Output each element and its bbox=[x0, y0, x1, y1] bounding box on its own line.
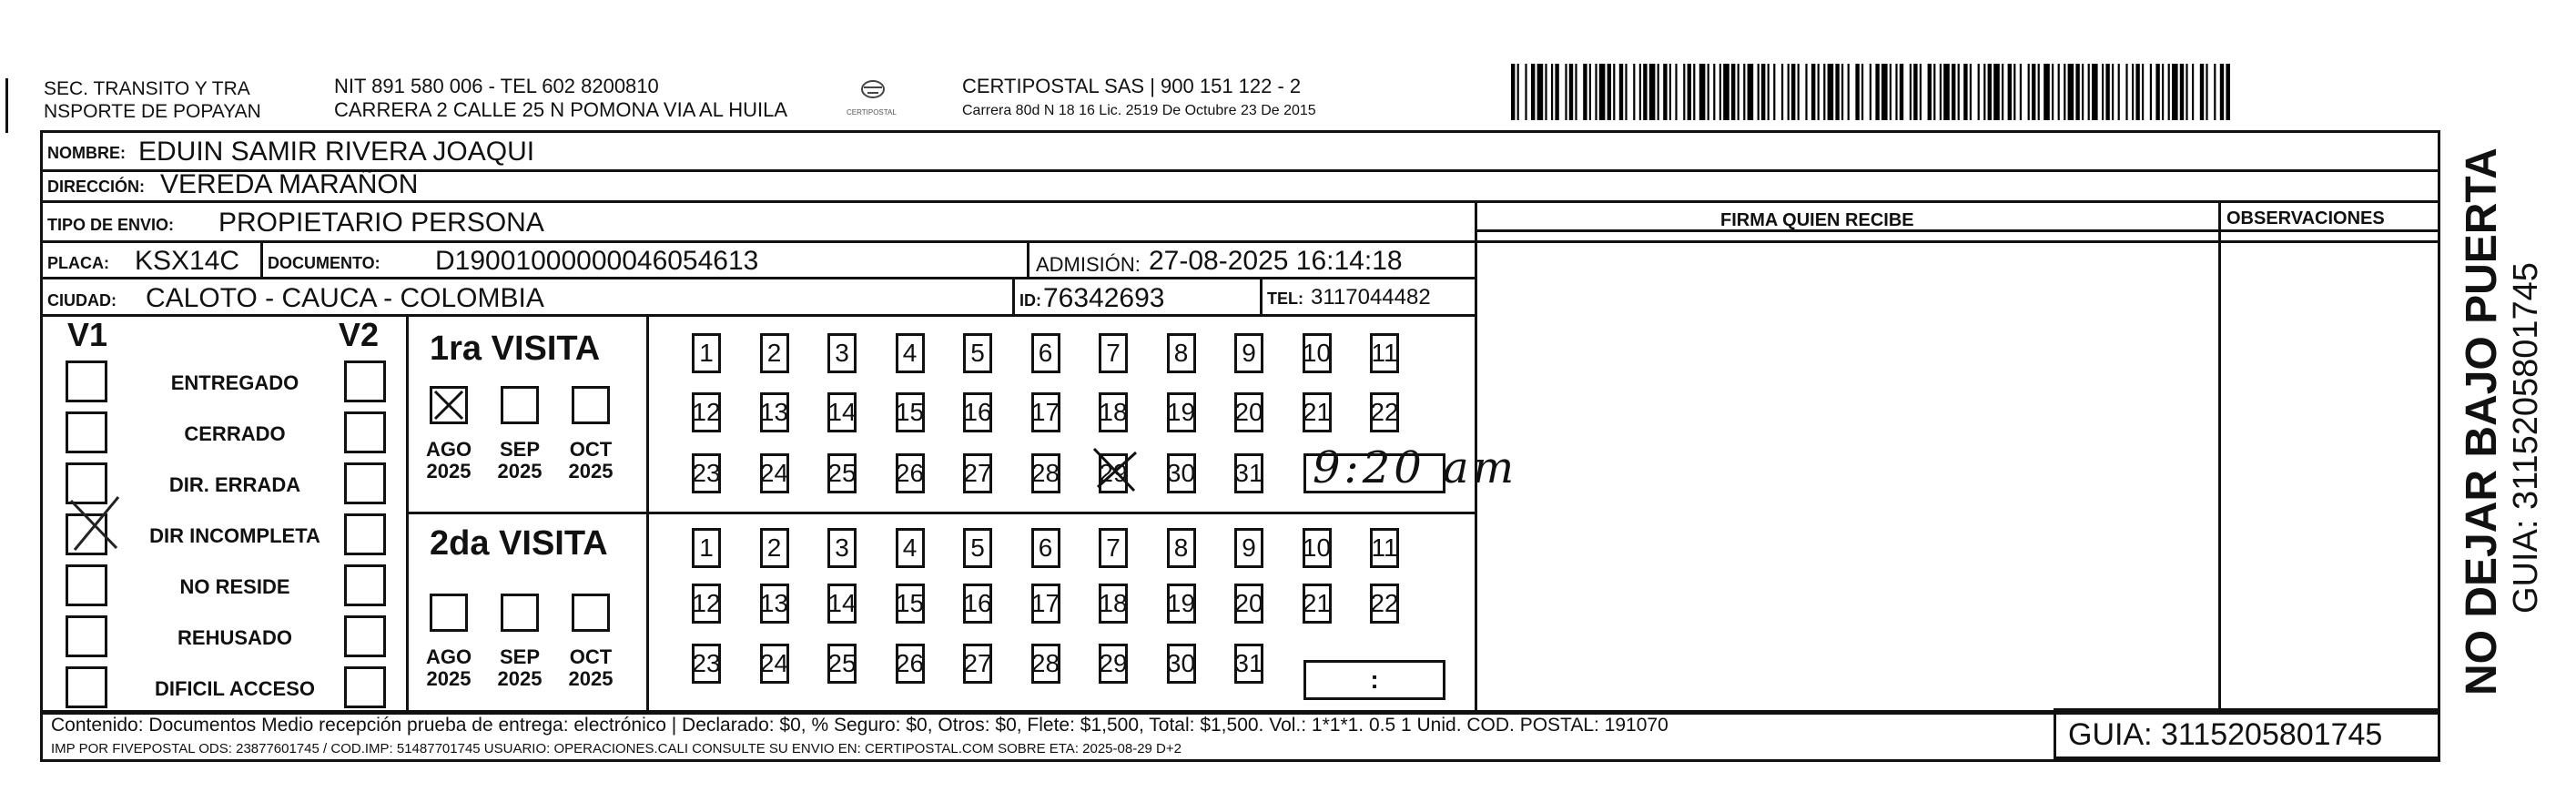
day-box[interactable]: 16 bbox=[963, 584, 992, 624]
barcode-bar bbox=[2150, 64, 2152, 120]
day-box[interactable]: 9 bbox=[1234, 333, 1263, 373]
barcode-bar bbox=[1619, 64, 1623, 120]
barcode-bar bbox=[2028, 64, 2030, 120]
barcode-bar bbox=[2200, 64, 2204, 120]
day-box[interactable]: 6 bbox=[1031, 528, 1060, 568]
barcode-bar bbox=[1805, 64, 1807, 120]
day-box[interactable]: 23 bbox=[692, 644, 721, 684]
direccion-label: DIRECCIÓN: bbox=[47, 178, 145, 196]
day-box[interactable]: 24 bbox=[760, 644, 789, 684]
tipo-label: TIPO DE ENVIO: bbox=[47, 216, 175, 234]
barcode-bar bbox=[1928, 64, 1932, 120]
day-box[interactable]: 5 bbox=[963, 333, 992, 373]
day-box[interactable]: 21 bbox=[1303, 392, 1332, 432]
documento-label: DOCUMENTO: bbox=[268, 254, 380, 272]
barcode-bar bbox=[1517, 64, 1519, 120]
month-checkbox[interactable] bbox=[430, 386, 468, 424]
v1-checkbox[interactable] bbox=[66, 411, 107, 453]
barcode-bar bbox=[1613, 64, 1615, 120]
day-box[interactable]: 20 bbox=[1234, 392, 1263, 432]
row-divider bbox=[406, 512, 1475, 514]
barcode-bar bbox=[2206, 64, 2207, 120]
imp-line: IMP POR FIVEPOSTAL ODS: 23877601745 / COD.IMP: 51487701745 USUARIO: OPERACIONES.CALI CONSULTE SU ENVIO EN: CERTIPOSTAL.COM SOBRE ETA: 2025-08-29 D+2 bbox=[51, 741, 1182, 756]
barcode-bar bbox=[1861, 64, 1863, 120]
month-label bbox=[488, 439, 552, 482]
barcode-bar bbox=[2064, 64, 2065, 120]
barcode-bar bbox=[2102, 64, 2104, 120]
v2-checkbox[interactable] bbox=[344, 513, 386, 555]
barcode-bar bbox=[1875, 64, 1879, 120]
barcode-bar bbox=[2168, 64, 2170, 120]
day-box[interactable]: 3 bbox=[827, 528, 857, 568]
barcode-bar bbox=[2214, 64, 2216, 120]
barcode-bar bbox=[1952, 64, 1955, 120]
barcode-bar bbox=[1575, 64, 1577, 120]
month-name: SEP bbox=[499, 645, 541, 668]
barcode-bar bbox=[2038, 64, 2040, 120]
barcode-bar bbox=[1537, 64, 1544, 120]
row-divider bbox=[40, 314, 1475, 317]
second-visit-label: 2da VISITA bbox=[430, 524, 608, 563]
day-box[interactable]: 1 bbox=[692, 528, 721, 568]
v2-checkbox[interactable] bbox=[344, 411, 386, 453]
barcode-bar bbox=[1693, 64, 1695, 120]
month-name: AGO bbox=[425, 438, 472, 461]
barcode-bar bbox=[1675, 64, 1677, 120]
day-box[interactable]: 31 bbox=[1234, 453, 1263, 493]
guia-footer: GUIA: 3115205801745 bbox=[2068, 717, 2383, 752]
barcode-bar bbox=[1900, 64, 1903, 120]
barcode-bar bbox=[1970, 64, 1972, 120]
day-box[interactable]: 29 bbox=[1099, 453, 1128, 493]
certipostal-logo bbox=[845, 73, 901, 120]
month-year: 2025 bbox=[426, 460, 472, 483]
barcode-bar bbox=[1978, 64, 1980, 120]
barcode-bar bbox=[1788, 64, 1790, 120]
barcode-bar bbox=[1781, 64, 1783, 120]
day-box[interactable]: 19 bbox=[1167, 584, 1196, 624]
day-box[interactable]: 13 bbox=[760, 584, 789, 624]
barcode-bar bbox=[1798, 64, 1800, 120]
placa-label: PLACA: bbox=[47, 254, 109, 272]
logo-text: CERTIPOSTAL bbox=[847, 108, 897, 117]
month-checkbox[interactable] bbox=[501, 594, 539, 632]
month-checkbox[interactable] bbox=[430, 594, 468, 632]
barcode-bar bbox=[2220, 64, 2224, 120]
v2-checkbox[interactable] bbox=[344, 360, 386, 402]
day-box[interactable]: 21 bbox=[1303, 584, 1332, 624]
day-box[interactable]: 30 bbox=[1167, 644, 1196, 684]
barcode-bar bbox=[1920, 64, 1922, 120]
barcode-bar bbox=[2052, 64, 2054, 120]
barcode-bar bbox=[2192, 64, 2194, 120]
direccion-value: VEREDA MARAÑON bbox=[160, 169, 419, 199]
barcode-bar bbox=[2135, 64, 2139, 120]
barcode-bar bbox=[1658, 64, 1659, 120]
day-box[interactable]: 11 bbox=[1370, 528, 1399, 568]
barcode-bar bbox=[1525, 64, 1526, 120]
barcode-bar bbox=[2002, 64, 2003, 120]
barcode-bar bbox=[1823, 64, 1825, 120]
barcode-bar bbox=[1791, 64, 1795, 120]
barcode-bar bbox=[2044, 64, 2050, 120]
barcode-bar bbox=[1731, 64, 1735, 120]
day-box[interactable]: 17 bbox=[1031, 584, 1060, 624]
day-box[interactable]: 25 bbox=[827, 644, 857, 684]
barcode-bar bbox=[1895, 64, 1897, 120]
day-box[interactable]: 2 bbox=[760, 528, 789, 568]
month-checkbox[interactable] bbox=[572, 386, 610, 424]
day-box[interactable]: 7 bbox=[1099, 333, 1128, 373]
barcode-bar bbox=[2132, 64, 2134, 120]
barcode-bar bbox=[2186, 64, 2187, 120]
day-box[interactable]: 4 bbox=[896, 333, 925, 373]
handwritten-time: 9:20 am bbox=[1313, 442, 1518, 493]
day-box[interactable]: 27 bbox=[963, 453, 992, 493]
day-box[interactable]: 9 bbox=[1234, 528, 1263, 568]
barcode-bar bbox=[1663, 64, 1667, 120]
barcode-bar bbox=[1943, 64, 1950, 120]
barcode-bar bbox=[1848, 64, 1850, 120]
barcode-bar bbox=[1551, 64, 1553, 120]
barcode-bar bbox=[1599, 64, 1606, 120]
barcode-bar bbox=[1828, 64, 1834, 120]
day-box[interactable]: 22 bbox=[1370, 392, 1399, 432]
tel-value: 3117044482 bbox=[1311, 285, 1431, 310]
barcode-bar bbox=[1958, 64, 1960, 120]
day-box[interactable]: 17 bbox=[1031, 392, 1060, 432]
barcode-bar bbox=[1669, 64, 1671, 120]
day-box[interactable]: 4 bbox=[896, 528, 925, 568]
barcode-bar bbox=[2075, 64, 2079, 120]
barcode-bar bbox=[1811, 64, 1815, 120]
barcode-bar bbox=[1595, 64, 1597, 120]
month-year: 2025 bbox=[497, 460, 543, 483]
month-name: SEP bbox=[499, 438, 541, 461]
day-box[interactable]: 13 bbox=[760, 392, 789, 432]
day-box[interactable]: 22 bbox=[1370, 584, 1399, 624]
barcode-bar bbox=[1713, 64, 1715, 120]
barcode-bar bbox=[1855, 64, 1859, 120]
barcode-bar bbox=[2142, 64, 2144, 120]
day-box[interactable]: 28 bbox=[1031, 644, 1060, 684]
barcode-bar bbox=[1881, 64, 1888, 120]
col-divider bbox=[2218, 200, 2221, 712]
barcode-bar bbox=[2155, 64, 2159, 120]
certipostal-line-2: Carrera 80d N 18 16 Lic. 2519 De Octubre 23 De 2015 bbox=[962, 103, 1316, 118]
day-box[interactable]: 3 bbox=[827, 333, 857, 373]
nombre-label: NOMBRE: bbox=[47, 144, 126, 162]
barcode-bar bbox=[1688, 64, 1691, 120]
day-box[interactable]: 20 bbox=[1234, 584, 1263, 624]
barcode-bar bbox=[2125, 64, 2127, 120]
day-box[interactable]: 8 bbox=[1167, 333, 1196, 373]
barcode-bar bbox=[1708, 64, 1709, 120]
v1-checkbox[interactable] bbox=[66, 360, 107, 402]
documento-value: D19001000000046054613 bbox=[435, 246, 759, 276]
barcode-bar bbox=[2162, 64, 2164, 120]
firma-label: FIRMA QUIEN RECIBE bbox=[1720, 210, 1914, 230]
day-box[interactable]: 26 bbox=[896, 644, 925, 684]
status-label: REHUSADO bbox=[177, 626, 292, 649]
month-name: OCT bbox=[569, 645, 613, 668]
month-label bbox=[417, 646, 481, 690]
barcode-bar bbox=[1933, 64, 1935, 120]
status-label: DIR INCOMPLETA bbox=[149, 524, 320, 547]
v1-label: V1 bbox=[67, 316, 108, 353]
barcode-bar bbox=[1993, 64, 2000, 120]
barcode-bar bbox=[1511, 64, 1515, 120]
barcode-bar bbox=[1531, 64, 1535, 120]
barcode-bar bbox=[1639, 64, 1641, 120]
col-divider bbox=[1260, 277, 1263, 314]
barcode-bar bbox=[1555, 64, 1558, 120]
month-label bbox=[559, 439, 623, 482]
company-line-1: SEC. TRANSITO Y TRA bbox=[44, 78, 250, 99]
barcode-bar bbox=[2008, 64, 2012, 120]
barcode-bar bbox=[1699, 64, 1706, 120]
day-box[interactable]: 28 bbox=[1031, 453, 1060, 493]
barcode-bar bbox=[1545, 64, 1547, 120]
ciudad-value: CALOTO - CAUCA - COLOMBIA bbox=[146, 283, 544, 313]
barcode-bar bbox=[1870, 64, 1871, 120]
company-line-2: NSPORTE DE POPAYAN bbox=[44, 101, 261, 122]
day-box[interactable]: 7 bbox=[1099, 528, 1128, 568]
barcode-bar bbox=[1841, 64, 1843, 120]
col-divider bbox=[1012, 277, 1015, 314]
day-box[interactable]: 25 bbox=[827, 453, 857, 493]
barcode-bar bbox=[1768, 64, 1770, 120]
tel-label: TEL: bbox=[1267, 289, 1303, 308]
barcode-bar bbox=[1758, 64, 1760, 120]
barcode-bar bbox=[1607, 64, 1611, 120]
barcode-bar bbox=[1643, 64, 1647, 120]
day-box[interactable]: 18 bbox=[1099, 392, 1128, 432]
barcode-bar bbox=[1589, 64, 1591, 120]
day-box[interactable]: 14 bbox=[827, 392, 857, 432]
day-box[interactable]: 23 bbox=[692, 453, 721, 493]
barcode-bar bbox=[2082, 64, 2084, 120]
contenido-line: Contenido: Documentos Medio recepción prueba de entrega: electrónico | Declarado: $0, % Seguro: $0, Otros: $0, Flete: $1,500, Total: $1,500. Vol.: 1*1*1. 0.5 1 Unid. COD. POSTAL: 191070 bbox=[51, 715, 1668, 736]
barcode-bar bbox=[1743, 64, 1745, 120]
barcode-bar bbox=[2088, 64, 2090, 120]
month-checkbox[interactable] bbox=[501, 386, 539, 424]
day-box[interactable]: 1 bbox=[692, 333, 721, 373]
month-year: 2025 bbox=[497, 667, 543, 691]
day-box[interactable]: 15 bbox=[896, 392, 925, 432]
barcode-bar bbox=[1761, 64, 1765, 120]
id-value: 76342693 bbox=[1043, 283, 1165, 313]
status-label: CERRADO bbox=[184, 422, 286, 445]
v2-checkbox[interactable] bbox=[344, 564, 386, 606]
v1-mark bbox=[64, 492, 127, 555]
barcode-bar bbox=[2013, 64, 2015, 120]
v2-checkbox[interactable] bbox=[344, 462, 386, 504]
admision-label: ADMISIÓN: bbox=[1036, 253, 1141, 276]
month-name: AGO bbox=[425, 645, 472, 668]
day-box[interactable]: 11 bbox=[1370, 333, 1399, 373]
barcode-bar bbox=[1723, 64, 1729, 120]
day-box[interactable]: 16 bbox=[963, 392, 992, 432]
day-box[interactable]: 26 bbox=[896, 453, 925, 493]
barcode-bar bbox=[1988, 64, 1992, 120]
barcode-bar bbox=[2068, 64, 2074, 120]
barcode-bar bbox=[1649, 64, 1656, 120]
barcode-bar bbox=[1983, 64, 1985, 120]
day-box[interactable]: 10 bbox=[1303, 528, 1332, 568]
day-box[interactable]: 12 bbox=[692, 392, 721, 432]
side-warning: NO DEJAR BAJO PUERTA bbox=[2458, 147, 2506, 696]
barcode-bar bbox=[1913, 64, 1917, 120]
v1-checkbox[interactable] bbox=[66, 666, 107, 708]
day-box[interactable]: 30 bbox=[1167, 453, 1196, 493]
barcode-bar bbox=[1773, 64, 1775, 120]
barcode-bar bbox=[2118, 64, 2120, 120]
time-placeholder: : bbox=[1303, 660, 1445, 700]
barcode-bar bbox=[2105, 64, 2109, 120]
day-box[interactable]: 2 bbox=[760, 333, 789, 373]
month-checkbox[interactable] bbox=[572, 594, 610, 632]
status-label: NO RESIDE bbox=[179, 575, 290, 598]
barcode-bar bbox=[2058, 64, 2060, 120]
day-box[interactable]: 6 bbox=[1031, 333, 1060, 373]
barcode-bar bbox=[2112, 64, 2114, 120]
status-label: DIR. ERRADA bbox=[168, 473, 301, 496]
month-year: 2025 bbox=[568, 460, 614, 483]
nit-line: NIT 891 580 006 - TEL 602 8200810 bbox=[334, 75, 659, 97]
address-line: CARRERA 2 CALLE 25 N POMONA VIA AL HUILA bbox=[334, 98, 788, 121]
day-box[interactable]: 18 bbox=[1099, 584, 1128, 624]
certipostal-line-1: CERTIPOSTAL SAS | 900 151 122 - 2 bbox=[962, 75, 1302, 97]
barcode-bar bbox=[2092, 64, 2098, 120]
row-divider bbox=[1475, 229, 2440, 232]
barcode-bar bbox=[2180, 64, 2184, 120]
id-label: ID: bbox=[1019, 291, 1041, 310]
day-box[interactable]: 5 bbox=[963, 528, 992, 568]
form-bottom bbox=[40, 759, 2440, 762]
day-box[interactable]: 14 bbox=[827, 584, 857, 624]
day-box[interactable]: 12 bbox=[692, 584, 721, 624]
barcode-bar bbox=[1963, 64, 1967, 120]
barcode-bar bbox=[2226, 64, 2230, 120]
observaciones-label: OBSERVACIONES bbox=[2226, 208, 2385, 228]
col-divider bbox=[1027, 240, 1029, 277]
status-label: DIFICIL ACCESO bbox=[154, 677, 315, 700]
status-label: ENTREGADO bbox=[170, 371, 299, 394]
row-divider bbox=[40, 200, 2440, 203]
placa-value: KSX14C bbox=[135, 246, 240, 276]
day-box[interactable]: 10 bbox=[1303, 333, 1332, 373]
day-box[interactable]: 19 bbox=[1167, 392, 1196, 432]
tipo-value: PROPIETARIO PERSONA bbox=[218, 208, 544, 238]
barcode-bar bbox=[2032, 64, 2035, 120]
v1-checkbox[interactable] bbox=[66, 615, 107, 657]
barcode-bar bbox=[1565, 64, 1567, 120]
day-box[interactable]: 29 bbox=[1099, 644, 1128, 684]
first-visit-label: 1ra VISITA bbox=[430, 330, 601, 368]
barcode-bar bbox=[1940, 64, 1942, 120]
month-year: 2025 bbox=[568, 667, 614, 691]
barcode-bar bbox=[1890, 64, 1891, 120]
day-box[interactable]: 31 bbox=[1234, 644, 1263, 684]
barcode-bar bbox=[1910, 64, 1912, 120]
barcode-bar bbox=[1633, 64, 1635, 120]
row-divider bbox=[40, 240, 2440, 243]
barcode bbox=[1511, 64, 2230, 120]
day-box[interactable]: 15 bbox=[896, 584, 925, 624]
day-box[interactable]: 24 bbox=[760, 453, 789, 493]
barcode-bar bbox=[1738, 64, 1739, 120]
admision-value: 27-08-2025 16:14:18 bbox=[1149, 246, 1403, 276]
v2-label: V2 bbox=[339, 316, 380, 353]
side-guia: GUIA: 3115205801745 bbox=[2507, 262, 2545, 614]
form-left bbox=[40, 712, 43, 759]
month-year: 2025 bbox=[426, 667, 472, 691]
barcode-bar bbox=[1719, 64, 1721, 120]
day-box[interactable]: 27 bbox=[963, 644, 992, 684]
v2-checkbox[interactable] bbox=[344, 615, 386, 657]
col-divider bbox=[260, 240, 263, 277]
month-name: OCT bbox=[569, 438, 613, 461]
barcode-bar bbox=[1818, 64, 1820, 120]
barcode-bar bbox=[1569, 64, 1573, 120]
month-label bbox=[488, 646, 552, 690]
barcode-bar bbox=[2172, 64, 2178, 120]
barcode-bar bbox=[1835, 64, 1839, 120]
barcode-bar bbox=[1625, 64, 1627, 120]
nombre-value: EDUIN SAMIR RIVERA JOAQUI bbox=[138, 137, 535, 167]
ciudad-label: CIUDAD: bbox=[47, 291, 117, 310]
barcode-bar bbox=[1748, 64, 1754, 120]
v1-checkbox[interactable] bbox=[66, 564, 107, 606]
day-box[interactable]: 8 bbox=[1167, 528, 1196, 568]
month-label bbox=[559, 646, 623, 690]
barcode-bar bbox=[1683, 64, 1685, 120]
margin-line bbox=[5, 78, 8, 133]
month-label bbox=[417, 439, 481, 482]
barcode-bar bbox=[2020, 64, 2022, 120]
barcode-bar bbox=[1583, 64, 1587, 120]
v2-checkbox[interactable] bbox=[344, 666, 386, 708]
